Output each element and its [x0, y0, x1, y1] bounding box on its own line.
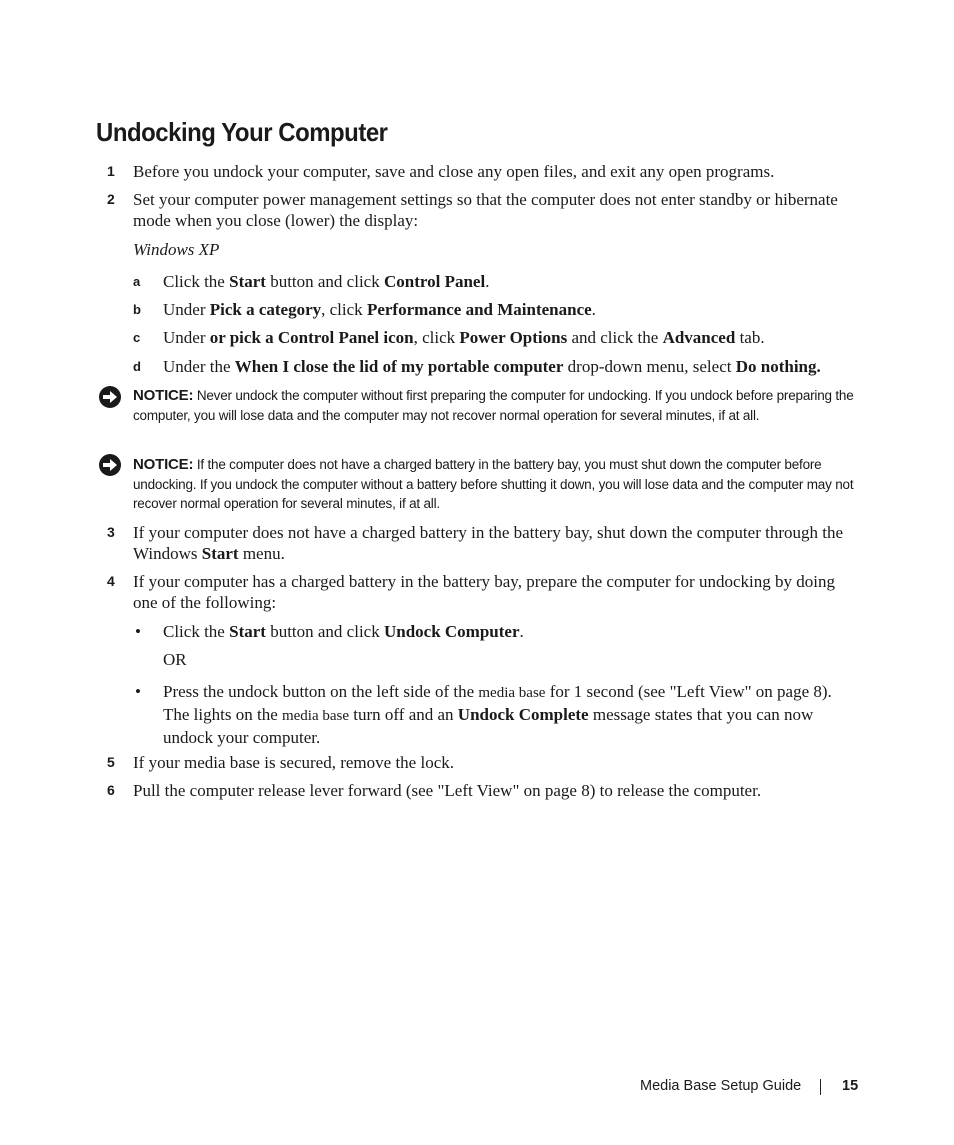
step-number: 4 — [107, 573, 115, 589]
substep-letter: b — [133, 302, 141, 317]
step-number: 5 — [107, 754, 115, 770]
page-title: Undocking Your Computer — [96, 117, 388, 147]
substep-d: Under the When I close the lid of my portable computer drop-down menu, select Do nothing. — [163, 357, 821, 376]
step-6-text: Pull the computer release lever forward (see "Left View" on page 8) to release the computer. — [133, 781, 762, 800]
notice-2: NOTICE: If the computer does not have a charged battery in the battery bay, you must shut down the computer before undocking. If you undock the computer without a battery before shutting it down, you will lose data and the computer may not recover normal operation for several minutes, if at all. — [133, 456, 854, 511]
or-separator: OR — [163, 650, 187, 669]
substep-letter: d — [133, 359, 141, 374]
substep-b: Under Pick a category, click Performance and Maintenance. — [163, 300, 596, 319]
os-label: Windows XP — [133, 240, 220, 259]
bullet: • — [135, 622, 141, 641]
step-4-text: If your computer has a charged battery in the battery bay, prepare the computer for undocking by doing one of the following: — [133, 572, 835, 612]
step-number: 3 — [107, 524, 115, 540]
notice-arrow-icon — [98, 453, 122, 477]
page-number: 15 — [842, 1078, 859, 1094]
substep-letter: a — [133, 274, 141, 289]
footer-divider — [820, 1079, 821, 1095]
step-2-text: Set your computer power management settings so that the computer does not enter standby or hibernate mode when you close (lower) the display: — [133, 190, 838, 230]
bullet-2-text: Press the undock button on the left side of the media base for 1 second (see "Left View" on page 8). The lights on the media base turn off and an Undock Complete message states that you can now undock your computer. — [163, 682, 832, 747]
step-3-text: If your computer does not have a charged battery in the battery bay, shut down the computer through the Windows Start menu. — [133, 523, 844, 563]
substep-letter: c — [133, 330, 141, 345]
notice-1: NOTICE: Never undock the computer without first preparing the computer for undocking. If you undock before preparing the computer, you will lose data and the computer may not recover normal operation for several minutes, if at all. — [133, 387, 854, 423]
step-number: 6 — [107, 782, 115, 798]
step-number: 1 — [107, 163, 115, 179]
bullet: • — [135, 682, 141, 701]
footer-guide-title: Media Base Setup Guide — [640, 1078, 802, 1094]
step-number: 2 — [107, 191, 115, 207]
notice-arrow-icon — [98, 385, 122, 409]
step-5-text: If your media base is secured, remove the lock. — [133, 753, 454, 772]
bullet-1-text: Click the Start button and click Undock Computer. — [163, 622, 524, 641]
step-1-text: Before you undock your computer, save and close any open files, and exit any open programs. — [133, 162, 775, 181]
substep-a: Click the Start button and click Control Panel. — [163, 272, 490, 291]
substep-c: Under or pick a Control Panel icon, click Power Options and click the Advanced tab. — [163, 328, 765, 347]
